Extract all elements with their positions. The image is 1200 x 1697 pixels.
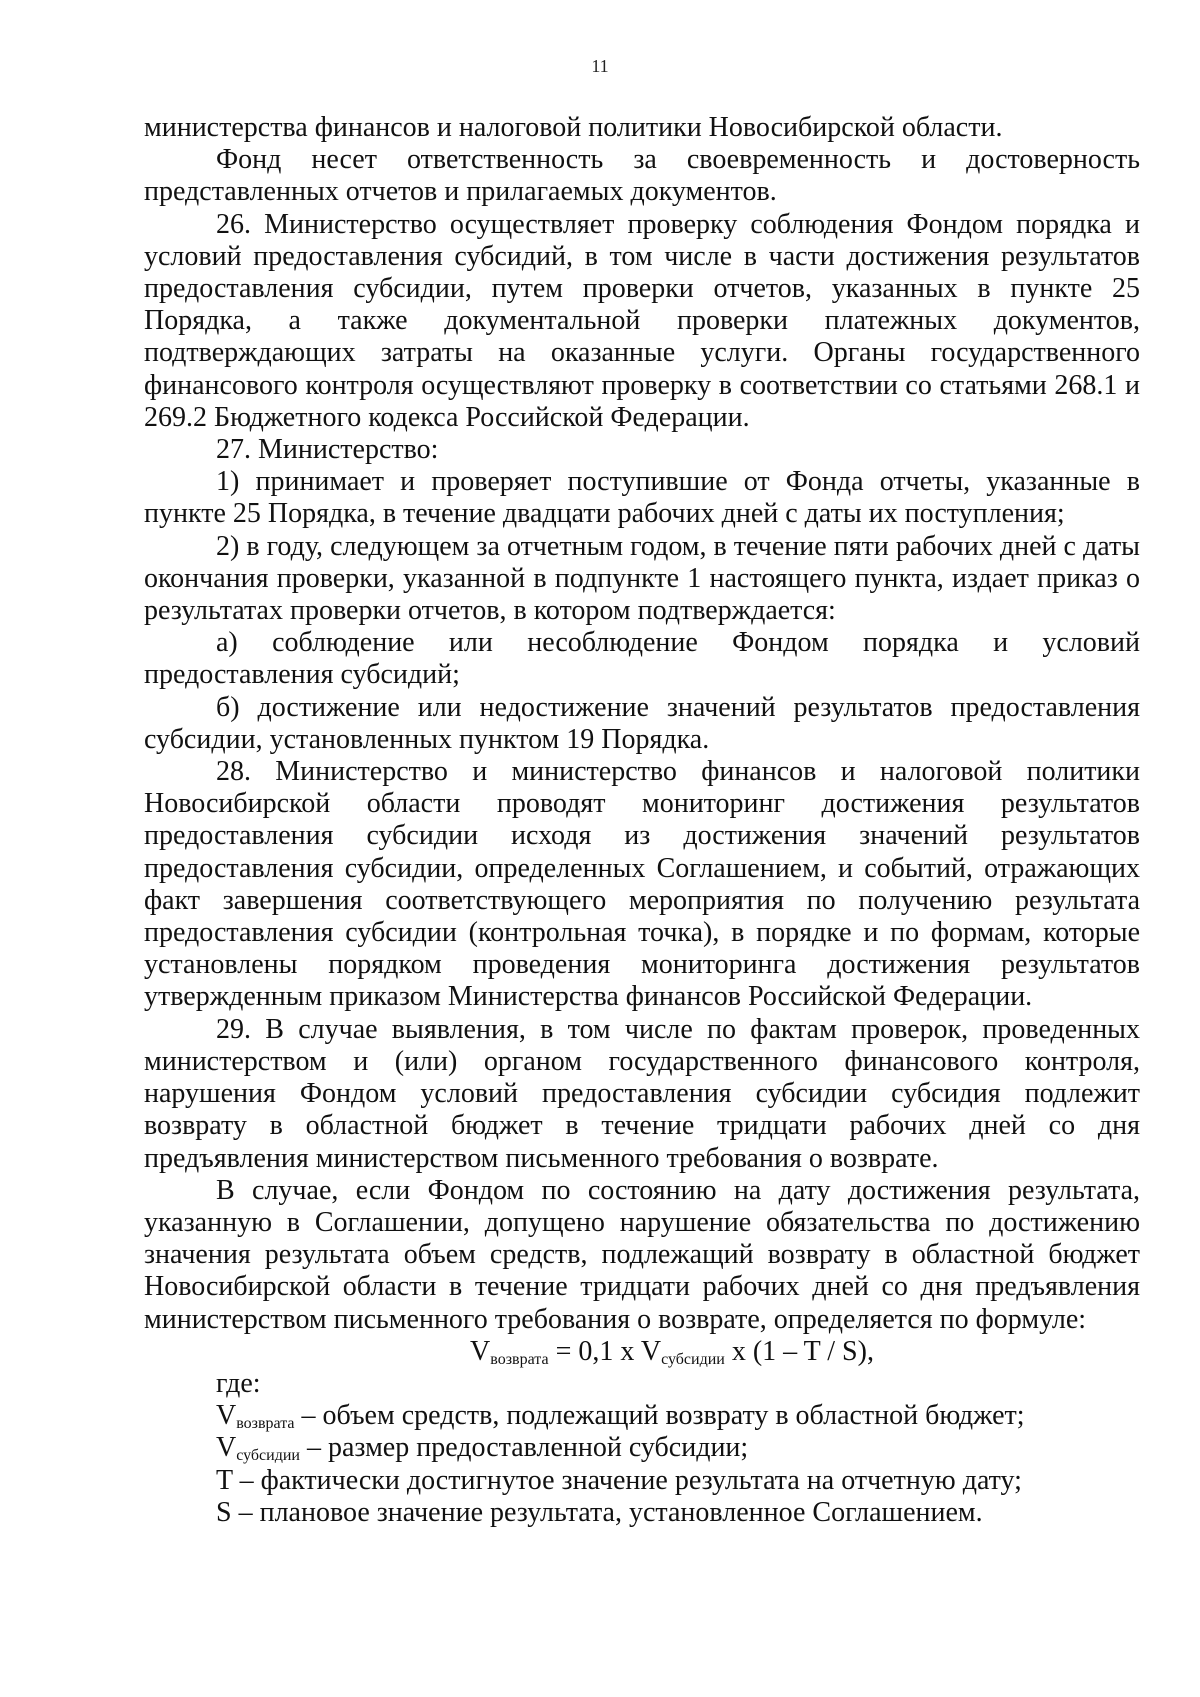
definition-line bbox=[144, 1497, 1140, 1529]
paragraph: 29. В случае выявления, в том числе по фактам проверок, проведенных министерством и (или) органом государственного финансового контроля, нарушения Фондом условий предоставления субсидии субсидия подлежит возврату в областной бюджет в течение тридцати рабочих дней со дня предъявления министерством письменного требования о возврате. bbox=[144, 1013, 1140, 1174]
paragraph: 1) принимает и проверяет поступившие от Фонда отчеты, указанные в пункте 25 Порядка, в течение двадцати рабочих дней с даты их поступления; bbox=[144, 466, 1140, 530]
paragraph: а) соблюдение или несоблюдение Фондом порядка и условий предоставления субсидий; bbox=[144, 627, 1140, 691]
paragraph: 28. Министерство и министерство финансов и налоговой политики Новосибирской области проводят мониторинг достижения результатов предоставления субсидии исходя из достижения значений результатов предоставления субсидии, определенных Соглашением, и событий, отражающих факт завершения соответствующего мероприятия по получению результата предоставления субсидии (контрольная точка), в порядке и по формам, которые установлены порядком проведения мониторинга достижения результатов утвержденным приказом Министерства финансов Российской Федерации. bbox=[144, 756, 1140, 1013]
definition-symbol: S bbox=[216, 1496, 232, 1528]
paragraph: министерства финансов и налоговой политики Новосибирской области. bbox=[144, 112, 1003, 143]
definition-subscript: возврата bbox=[236, 1415, 295, 1433]
document-body bbox=[144, 112, 1140, 1529]
formula-symbol: V bbox=[470, 1335, 491, 1367]
definition-subscript: субсидии bbox=[236, 1447, 300, 1465]
formula-subscript: субсидии bbox=[661, 1350, 725, 1368]
definition-symbol: V bbox=[216, 1400, 237, 1432]
paragraph: 27. Министерство: bbox=[216, 434, 439, 466]
formula-operator: = 0,1 x bbox=[548, 1335, 641, 1367]
definition-line bbox=[144, 1432, 1140, 1464]
return-formula bbox=[144, 1336, 1140, 1368]
paragraph: Фонд несет ответственность за своевременность и достоверность представленных отчетов и прилагаемых документов. bbox=[144, 144, 1140, 208]
paragraph: 2) в году, следующем за отчетным годом, в течение пяти рабочих дней с даты окончания проверки, указанной в подпункте 1 настоящего пункта, издает приказ о результатах проверки отчетов, в котором подтверждается: bbox=[144, 530, 1140, 627]
definition-symbol: T bbox=[216, 1464, 233, 1496]
paragraph: б) достижение или недостижение значений результатов предоставления субсидии, установленных пунктом 19 Порядка. bbox=[144, 691, 1140, 755]
formula-symbol: V bbox=[640, 1335, 662, 1367]
formula-tail: x (1 – T / S), bbox=[724, 1335, 874, 1367]
paragraph: В случае, если Фондом по состоянию на дату достижения результата, указанную в Соглашении, допущено нарушение обязательства по достижению значения результата объем средств, подлежащий возврату в областной бюджет Новосибирской области в течение тридцати рабочих дней со дня предъявления министерством письменного требования о возврате, определяется по формуле: bbox=[144, 1174, 1140, 1335]
definition-text: – плановое значение результата, установленное Соглашением. bbox=[231, 1496, 983, 1528]
definition-text: – фактически достигнутое значение результата на отчетную дату; bbox=[232, 1464, 1022, 1496]
formula-subscript: возврата bbox=[490, 1350, 549, 1368]
definition-text: – размер предоставленной субсидии; bbox=[299, 1432, 749, 1464]
page-number: 11 bbox=[591, 56, 609, 76]
definition-line bbox=[144, 1465, 1140, 1497]
paragraph: 26. Министерство осуществляет проверку соблюдения Фондом порядка и условий предоставления субсидий, в том числе в части достижения результатов предоставления субсидии, путем проверки отчетов, указанных в пункте 25 Порядка, а также документальной проверки платежных документов, подтверждающих затраты на оказанные услуги. Органы государственного финансового контроля осуществляют проверку в соответствии со статьями 268.1 и 269.2 Бюджетного кодекса Российской Федерации. bbox=[144, 208, 1140, 433]
definition-symbol: V bbox=[216, 1432, 237, 1464]
where-label: где: bbox=[216, 1367, 261, 1399]
definition-line bbox=[144, 1400, 1140, 1432]
definition-text: – объем средств, подлежащий возврату в областной бюджет; bbox=[294, 1400, 1025, 1432]
